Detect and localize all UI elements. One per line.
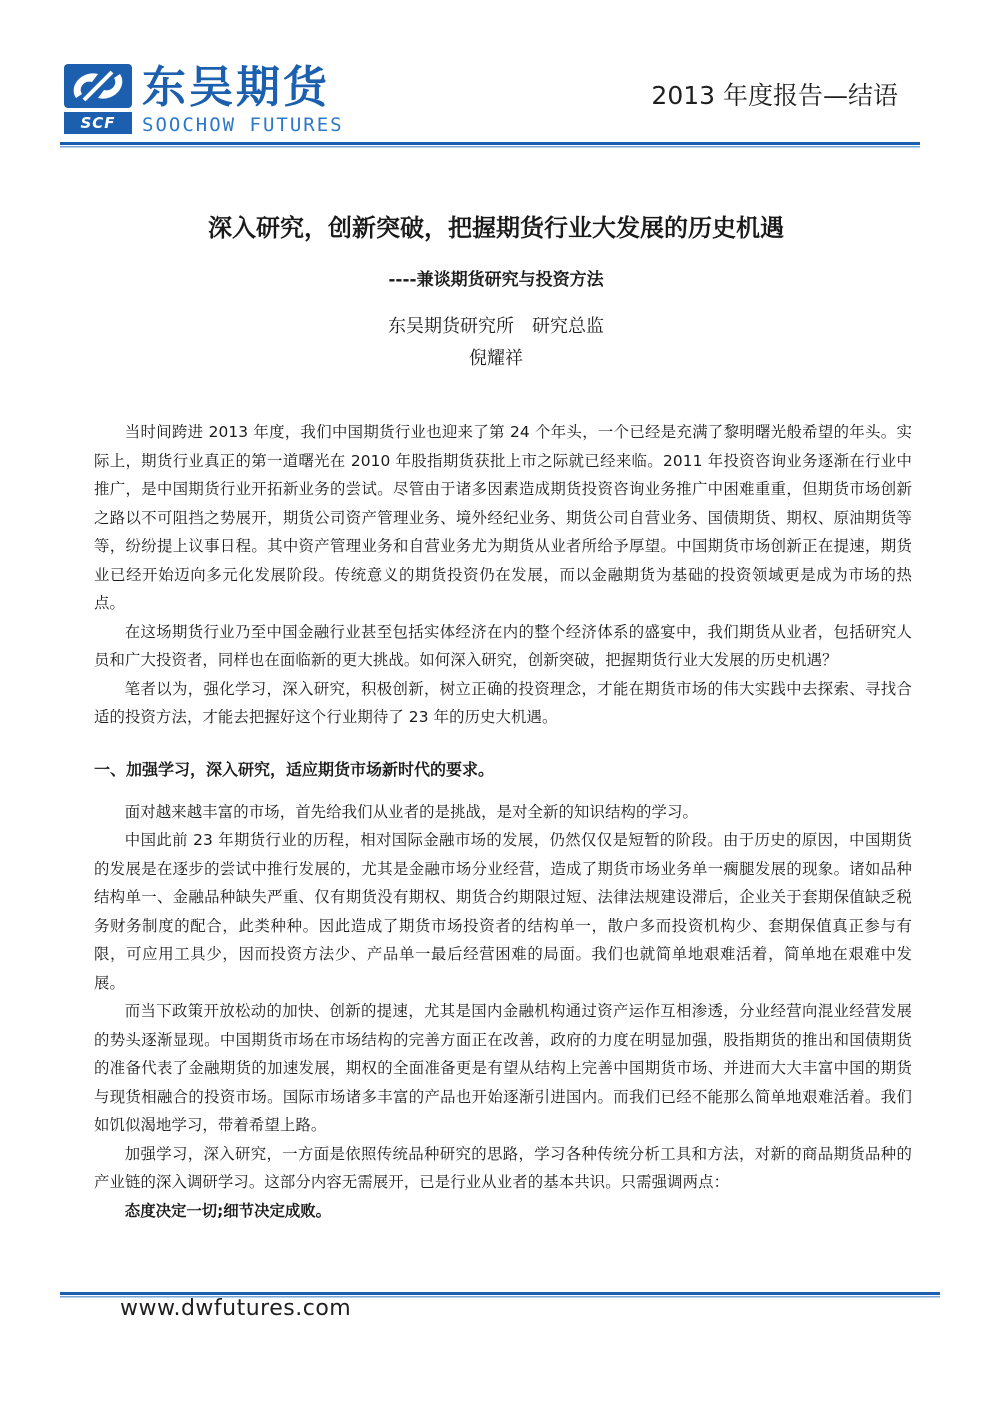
article-body	[94, 418, 912, 1225]
report-label: 2013 年度报告—结语	[651, 81, 898, 110]
author-affiliation: 东吴期货研究所 研究总监	[388, 316, 604, 337]
paragraph: 在这场期货行业乃至中国金融行业甚至包括实体经济在内的整个经济体系的盛宴中，我们期货从业者，包括研究人员和广大投资者，同样也在面临新的更大挑战。如何深入研究，创新突破，把握期货行业大发展的历史机遇？	[94, 622, 912, 669]
logo-chinese-name: 东吴期货	[142, 62, 330, 113]
author-name: 倪耀祥	[469, 348, 523, 369]
emphasis-line: 态度决定一切;细节决定成败。	[124, 1201, 332, 1220]
logo-abbreviation: SCF	[64, 112, 132, 134]
article-subtitle: ----兼谈期货研究与投资方法	[388, 270, 604, 290]
logo-english-name: SOOCHOW FUTURES	[142, 114, 344, 136]
article-title: 深入研究，创新突破，把握期货行业大发展的历史机遇	[208, 214, 784, 242]
paragraph: 当时间跨进 2013 年度，我们中国期货行业也迎来了第 24 个年头，一个已经是充满了黎明曙光般希望的年头。实际上，期货行业真正的第一道曙光在 2010 年股指期货获批上市之际就已经来临。2011 年投资咨询业务逐渐在行业中推广，是中国期货行业开拓新业务的尝试。尽管由于诸多因素造成期货投资咨询业务推广中困难重重，但期货市场创新之路以不可阻挡之势展开，期货公司资产管理业务、境外经纪业务、期货公司自营业务、国债期货、期权、原油期货等等，纷纷提上议事日程。其中资产管理业务和自营业务尤为期货从业者所给予厚望。中国期货市场创新正在提速，期货业已经开始迈向多元化发展阶段。传统意义的期货投资仍在发展，而以金融期货为基础的投资领域更是成为市场的热点。	[94, 423, 912, 612]
paragraph: 面对越来越丰富的市场，首先给我们从业者的是挑战，是对全新的知识结构的学习。	[124, 802, 698, 821]
section-heading: 一、加强学习，深入研究，适应期货市场新时代的要求。	[94, 759, 495, 779]
paragraph: 中国此前 23 年期货行业的历程，相对国际金融市场的发展，仍然仅仅是短暂的阶段。由于历史的原因，中国期货的发展是在逐步的尝试中推行发展的，尤其是金融市场分业经营，造成了期货市场业务单一瘸腿发展的现象。诸如品种结构单一、金融品种缺失严重、仅有期货没有期权、期货合约期限过短、法律法规建设滞后，企业关于套期保值缺乏税务财务制度的配合，此类种种。因此造成了期货市场投资者的结构单一，散户多而投资机构少、套期保值真正参与有限，可应用工具少，因而投资方法少、产品单一最后经营困难的局面。我们也就简单地艰难活着，简单地在艰难中发展。	[94, 831, 912, 992]
header-divider	[60, 142, 920, 150]
paragraph: 加强学习，深入研究，一方面是依照传统品种研究的思路，学习各种传统分析工具和方法，对新的商品期货品种的产业链的深入调研学习。这部分内容无需展开，已是行业从业者的基本共识。只需强调两点：	[94, 1144, 912, 1191]
paragraph: 而当下政策开放松动的加快、创新的提速，尤其是国内金融机构通过资产运作互相渗透，分业经营向混业经营发展的势头逐渐显现。中国期货市场在市场结构的完善方面正在改善，政府的力度在明显加强，股指期货的推出和国债期货的准备代表了金融期货的加速发展，期权的全面准备更是有望从结构上完善中国期货市场、并进而大大丰富中国的期货与现货相融合的投资市场。国际市场诸多丰富的产品也开始逐渐引进国内。而我们已经不能那么简单地艰难活着。我们如饥似渴地学习，带着希望上路。	[94, 1002, 912, 1134]
website-url[interactable]: www.dwfutures.com	[120, 1296, 352, 1321]
company-logo	[62, 62, 382, 142]
paragraph: 笔者以为，强化学习，深入研究，积极创新，树立正确的投资理念，才能在期货市场的伟大实践中去探索、寻找合适的投资方法，才能去把握好这个行业期待了 23 年的历史大机遇。	[94, 679, 912, 726]
